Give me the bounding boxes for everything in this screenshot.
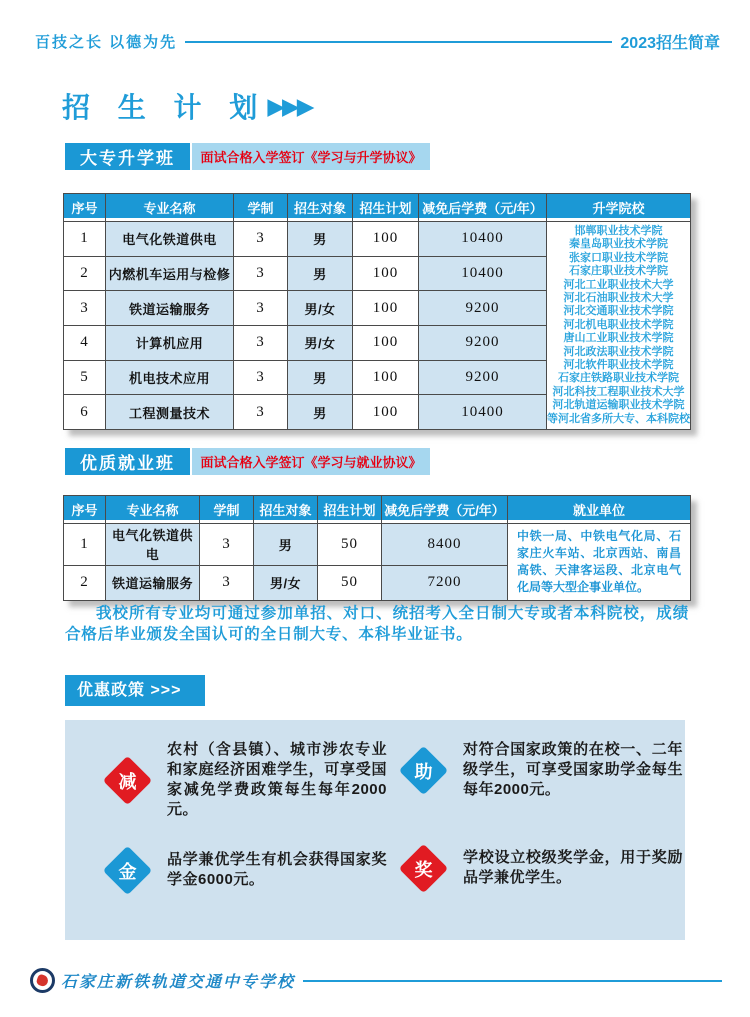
tuition-fee: 8400: [382, 524, 508, 566]
page-footer: [30, 968, 722, 993]
diamond-badge-icon: 金: [103, 846, 151, 894]
policy-item-tuition-waiver: [103, 740, 387, 820]
target-gender: 男: [288, 395, 353, 430]
enroll-plan: 100: [353, 291, 419, 326]
major-name: 内燃机车运用与检修: [106, 256, 234, 291]
college-item: 等河北省多所大专、本科院校: [547, 412, 690, 425]
study-years: 3: [234, 256, 288, 291]
study-years: 3: [200, 524, 254, 566]
section-advancement-header: [65, 143, 430, 170]
enroll-plan: 100: [353, 222, 419, 257]
enroll-plan: 50: [318, 524, 382, 566]
policy-item-text: 学校设立校级奖学金，用于奖励品学兼优学生。: [463, 849, 683, 886]
section-employment-header: [65, 448, 430, 475]
target-gender: 男: [288, 256, 353, 291]
college-item: 河北轨道运输职业技术学院: [552, 399, 685, 412]
table-header-row: [64, 194, 691, 222]
section-advancement-note: 面试合格入学签订《学习与升学协议》: [192, 143, 430, 170]
major-name: 电气化铁道供电: [106, 222, 234, 257]
enroll-plan: 100: [353, 326, 419, 361]
row-index: 3: [64, 291, 106, 326]
college-item: 张家口职业技术学院: [569, 251, 668, 264]
diamond-badge-icon: 奖: [399, 844, 447, 892]
college-item: 河北工业职业技术大学: [563, 278, 674, 291]
diamond-badge-icon: 减: [103, 756, 151, 804]
column-header: 学制: [200, 496, 254, 524]
table-row: [64, 222, 691, 257]
column-header: 升学院校: [547, 194, 691, 222]
college-item: 河北科技工程职业技术大学: [552, 385, 685, 398]
college-item: 河北政法职业技术学院: [563, 345, 674, 358]
column-header: 专业名称: [106, 194, 234, 222]
advancement-table: [63, 193, 691, 430]
policy-item-school-scholarship: [399, 844, 683, 892]
major-name: 铁道运输服务: [106, 565, 200, 600]
major-name: 机电技术应用: [106, 360, 234, 395]
section-advancement-label: 大专升学班: [65, 143, 190, 170]
tuition-fee: 7200: [382, 565, 508, 600]
enroll-plan: 100: [353, 360, 419, 395]
column-header: 减免后学费（元/年）: [419, 194, 547, 222]
target-gender: 男/女: [254, 565, 318, 600]
column-header: 序号: [64, 496, 106, 524]
target-gender: 男: [288, 360, 353, 395]
column-header: 招生对象: [288, 194, 353, 222]
study-years: 3: [234, 291, 288, 326]
study-years: 3: [234, 222, 288, 257]
study-years: 3: [200, 565, 254, 600]
policy-item-grant: [399, 740, 683, 800]
tuition-fee: 9200: [419, 360, 547, 395]
triple-arrow-icon: ▶▶▶: [267, 92, 312, 119]
college-item: 石家庄铁路职业技术学院: [558, 372, 679, 385]
college-item: 唐山工业职业技术学院: [563, 332, 674, 345]
policy-item-text: 对符合国家政策的在校一、二年级学生，可享受国家助学金每生每年2000元。: [463, 741, 683, 798]
college-item: 河北软件职业技术学院: [563, 359, 674, 372]
policy-item-national-scholarship: [103, 846, 387, 894]
study-years: 3: [234, 326, 288, 361]
page-title-text: 招 生 计 划: [62, 92, 268, 123]
row-index: 2: [64, 565, 106, 600]
row-index: 4: [64, 326, 106, 361]
college-item: 河北交通职业技术学院: [563, 305, 674, 318]
employers-cell: [508, 524, 691, 601]
tuition-fee: 9200: [419, 291, 547, 326]
major-name: 铁道运输服务: [106, 291, 234, 326]
policy-box: [65, 720, 685, 940]
school-logo-icon: [30, 968, 55, 993]
target-gender: 男/女: [288, 326, 353, 361]
target-gender: 男: [254, 524, 318, 566]
enroll-plan: 100: [353, 256, 419, 291]
target-gender: 男/女: [288, 291, 353, 326]
study-years: 3: [234, 360, 288, 395]
row-index: 2: [64, 256, 106, 291]
tuition-fee: 9200: [419, 326, 547, 361]
target-gender: 男: [288, 222, 353, 257]
tuition-fee: 10400: [419, 222, 547, 257]
footer-divider-line: [303, 980, 722, 982]
row-index: 1: [64, 222, 106, 257]
college-item: 河北机电职业技术学院: [563, 318, 674, 331]
school-name: 石家庄新铁轨道交通中专学校: [61, 974, 296, 991]
college-item: 河北石油职业技术大学: [563, 292, 674, 305]
page-header: [35, 30, 720, 53]
school-motto: 百技之长 以德为先: [35, 34, 178, 51]
employers-text: 中铁一局、中铁电气化局、石家庄火车站、北京西站、南昌高铁、天津客运段、北京电气化局等大型企事业单位。: [517, 529, 681, 594]
employment-table: [63, 495, 691, 601]
college-item: 石家庄职业技术学院: [569, 265, 668, 278]
column-header: 就业单位: [508, 496, 691, 524]
column-header: 招生计划: [353, 194, 419, 222]
column-header: 减免后学费（元/年）: [382, 496, 508, 524]
tuition-fee: 10400: [419, 256, 547, 291]
column-header: 学制: [234, 194, 288, 222]
column-header: 专业名称: [106, 496, 200, 524]
enroll-plan: 100: [353, 395, 419, 430]
column-header: 序号: [64, 194, 106, 222]
major-name: 电气化铁道供电: [106, 524, 200, 566]
table-header-row: [64, 496, 691, 524]
policy-section-label: 优惠政策 >>>: [65, 675, 205, 706]
page-title: [62, 86, 311, 126]
header-divider-line: [185, 41, 612, 43]
column-header: 招生对象: [254, 496, 318, 524]
brochure-edition: 2023招生简章: [620, 35, 720, 52]
colleges-list: [547, 222, 691, 430]
policy-item-text: 农村（含县镇）、城市涉农专业和家庭经济困难学生，可享受国家减免学费政策每生每年2000元。: [167, 741, 387, 818]
study-years: 3: [234, 395, 288, 430]
policy-item-text: 品学兼优学生有机会获得国家奖学金6000元。: [167, 851, 387, 888]
row-index: 6: [64, 395, 106, 430]
enroll-plan: 50: [318, 565, 382, 600]
section-employment-note: 面试合格入学签订《学习与就业协议》: [192, 448, 430, 475]
tuition-fee: 10400: [419, 395, 547, 430]
college-item: 秦皇岛职业技术学院: [569, 238, 668, 251]
major-name: 工程测量技术: [106, 395, 234, 430]
row-index: 1: [64, 524, 106, 566]
policy-column-left: [103, 740, 387, 940]
row-index: 5: [64, 360, 106, 395]
college-item: 邯郸职业技术学院: [574, 225, 663, 237]
policy-column-right: [399, 740, 683, 940]
major-name: 计算机应用: [106, 326, 234, 361]
table-row: [64, 524, 691, 566]
column-header: 招生计划: [318, 496, 382, 524]
diamond-badge-icon: 助: [399, 746, 447, 794]
summary-paragraph: 我校所有专业均可通过参加单招、对口、统招考入全日制大专或者本科院校，成绩合格后毕业颁发全国认可的全日制大专、本科毕业证书。: [65, 605, 689, 643]
section-employment-label: 优质就业班: [65, 448, 190, 475]
